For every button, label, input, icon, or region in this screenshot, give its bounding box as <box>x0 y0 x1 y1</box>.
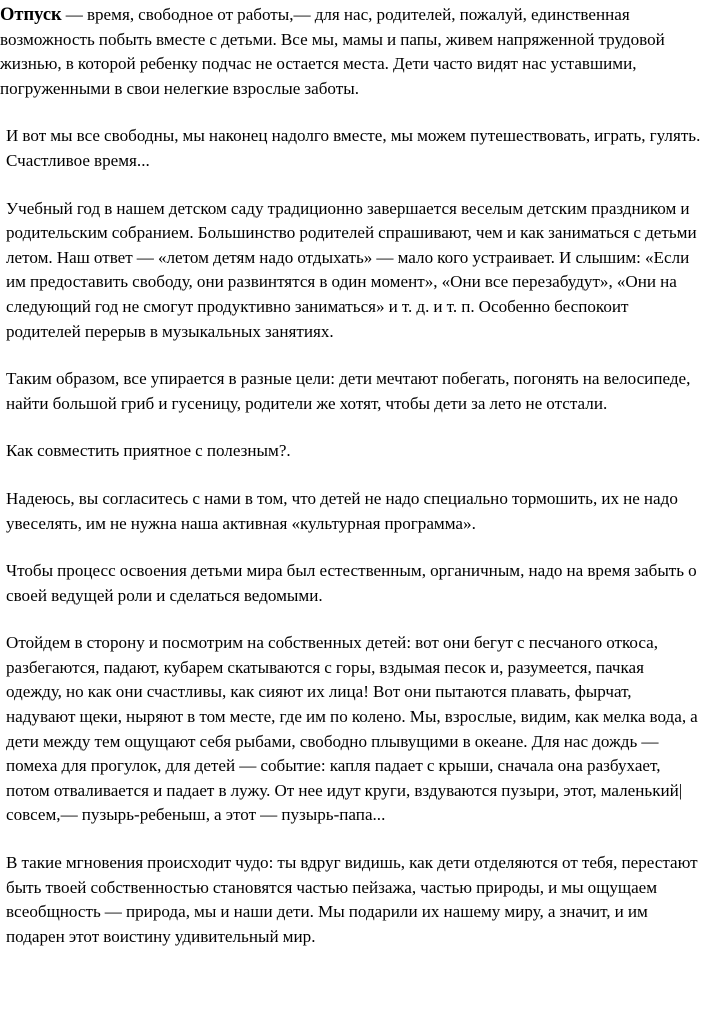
intro-paragraph <box>0 3 704 101</box>
paragraph: Отойдем в сторону и посмотрим на собственных детей: вот они бегут с песчаного откоса, разбегаются, падают, кубарем скатываются с горы, вздымая песок и, разумеется, пачкая одежду, но как они счастливы, как сияют их лица! Вот они пытаются плавать, фырчат, надувают щеки, ныряют в том месте, где им по колено. Мы, взрослые, видим, как мелка вода, а дети между тем ощущают себя рыбами, свободно плывущими в океане. Для нас дождь — помеха для прогулок, для детей — событие: капля падает с крыши, сначала она разбухает, потом отваливается и падает в лужу. От нее идут круги, вздуваются пузыри, этот, маленький| совсем,— пузырь-ребеныш, а этот — пузырь-папа... <box>6 633 698 825</box>
paragraph: В такие мгновения происходит чудо: ты вдруг видишь, как дети отделяются от тебя, перестают быть твоей собственностью становятся частью пейзажа, частью природы, и мы ощущаем всеобщность — природа, мы и наши дети. Мы подарили их нашему миру, а значит, и им подарен этот воистину удивительный мир. <box>6 853 698 946</box>
intro-paragraph-text: — время, свободное от работы,— для нас, родителей, пожалуй, единственная возможность побыть вместе с детьми. Все мы, мамы и папы, живем напряженной трудовой жизнью, в которой ребенку подчас не остается места. Дети часто видят нас уставшими, погруженными в свои нелегкие взрослые заботы. <box>0 5 665 98</box>
paragraph: Чтобы процесс освоения детьми мира был естественным, органичным, надо на время забыть о своей ведущей роли и сделаться ведомыми. <box>6 561 697 605</box>
paragraph: И вот мы все свободны, мы наконец надолго вместе, мы можем путешествовать, играть, гулять. Счастливое время... <box>6 126 701 170</box>
paragraph: Таким образом, все упирается в разные цели: дети мечтают побегать, погонять на велосипеде, найти большой гриб и гусеницу, родители же хотят, чтобы дети за лето не отстали. <box>6 369 691 413</box>
title-word: Отпуск <box>0 5 62 25</box>
paragraph: Надеюсь, вы согласитесь с нами в том, что детей не надо специально тормошить, их не надо увеселять, им не нужна наша активная «культурная программа». <box>6 488 678 533</box>
paragraph: Учебный год в нашем детском саду традиционно завершается веселым детским праздником и родительским собранием. Большинство родителей спрашивают, чем и как заниматься с детьми летом. Наш ответ — «летом детям надо отдыхать» — мало кого устраивает. И слышим: «Если им предоставить свободу, они развинтятся в один момент», «Они все перезабудут», «Они на следующий год не смогут продуктивно заниматься» и т. д. и т. п. Особенно беспокоит родителей перерыв в музыкальных занятиях. <box>6 198 697 341</box>
paragraph: Как совместить приятное с полезным?. <box>6 441 291 461</box>
